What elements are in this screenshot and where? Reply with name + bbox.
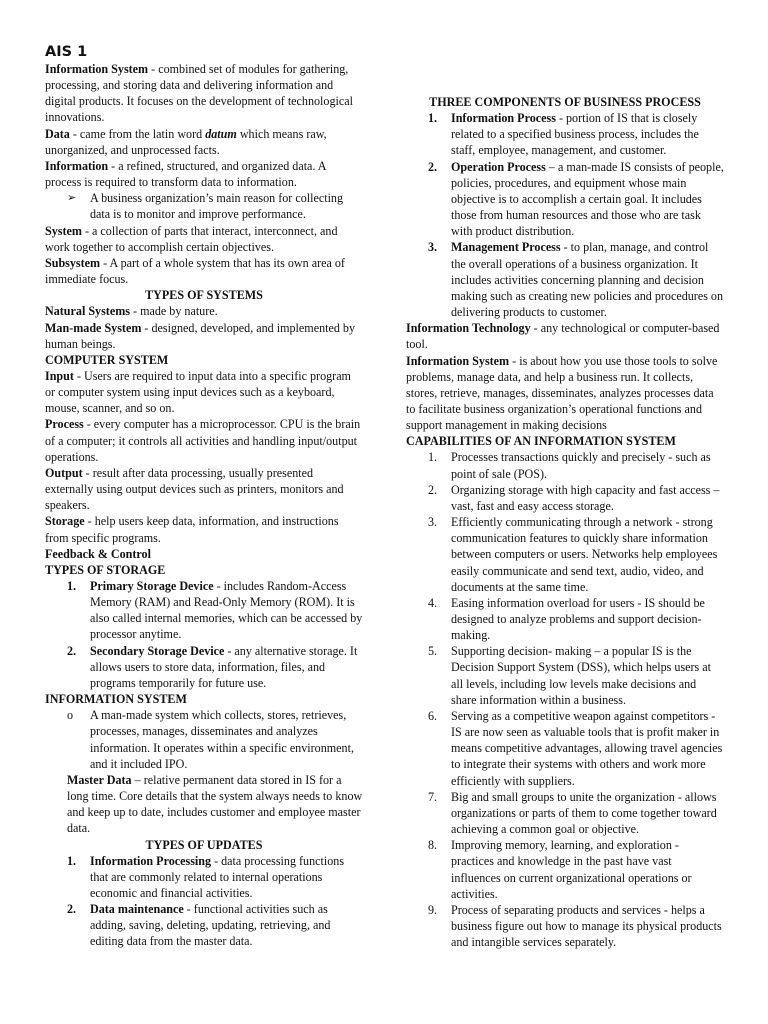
term: Information System: [406, 353, 510, 368]
list-item: [406, 595, 724, 643]
paragraph-man-made-system: [45, 320, 363, 352]
definition: - result after data processing, usually presented externally using output devices such as printers, monitors and speakers.: [45, 465, 344, 513]
heading-types-of-storage: TYPES OF STORAGE: [45, 562, 166, 577]
definition: - every computer has a microprocessor. CPU is the brain of a computer; it controls all activities and handling input/output operations.: [45, 417, 361, 464]
term: Man-made System: [45, 320, 142, 335]
definition: - came from the latin word: [69, 126, 206, 141]
list-number: 3.: [428, 515, 438, 530]
list-number: 7.: [428, 789, 438, 804]
list-item: [406, 482, 724, 514]
definition: - made by nature.: [130, 304, 218, 319]
term: Storage: [45, 514, 85, 529]
list-item: [45, 901, 363, 949]
list-number: 2.: [428, 482, 438, 497]
list-text: Big and small groups to unite the organization - allows organizations or parts of them to come together toward achieving a common goal or objective.: [451, 789, 717, 837]
list-item: [406, 789, 724, 837]
bullet-text: A man-made system which collects, stores, retrieves, processes, manages, disseminates and analyzes information. It operates within a specific environment, and it included IPO.: [90, 708, 354, 771]
definition: – a man-made IS consists of people, policies, procedures, and equipment whose main objective is to accomplish a certain goal. It includes those from human resources and those who are task with product distribution.: [451, 159, 724, 239]
document-title: AIS 1: [45, 44, 88, 60]
list-item: [406, 159, 724, 240]
list-item: [406, 239, 724, 320]
term: Output: [45, 465, 83, 480]
list-number: 6.: [428, 708, 438, 723]
bullet-text: A business organization’s main reason for collecting data is to monitor and improve performance.: [90, 191, 344, 222]
paragraph-information-system: [406, 353, 724, 434]
list-item: [45, 853, 363, 901]
list-item: [406, 110, 724, 158]
definition: - any alternative storage. It allows users to store data, information, files, and programs temporarily for future use.: [90, 643, 358, 690]
term: Primary Storage Device: [90, 579, 214, 593]
definition: - to plan, manage, and control the overall operations of a business organization. It includes activities concerning planning and decision making such as creating new policies and procedures on delivering products to customer.: [451, 240, 724, 320]
term: Subsystem: [45, 255, 101, 270]
list-item: [45, 643, 363, 691]
list-number: 1.: [67, 853, 77, 868]
definition: - portion of IS that is closely related to a specified business process, includes the staff, employee, management, and customer.: [451, 111, 699, 158]
list-text: Improving memory, learning, and exploration - practices and knowledge in the past have vast influences on current organizational operations or activities.: [451, 838, 692, 901]
paragraph-master-data: [45, 772, 363, 837]
list-number: 2.: [428, 159, 438, 174]
paragraph-storage: [45, 513, 363, 545]
definition: - help users keep data, information, and instructions from specific programs.: [45, 514, 339, 545]
paragraph-information-technology: [406, 320, 724, 352]
definition: - Users are required to input data into a specific program or computer system using input devices such as a keyboard, mouse, scanner, and so on.: [45, 368, 351, 416]
term: Secondary Storage Device: [90, 643, 225, 658]
paragraph-information-system: [45, 61, 363, 126]
term: Data: [45, 126, 70, 141]
emphasis-datum: datum: [205, 126, 237, 141]
list-item: [406, 708, 724, 789]
term: Management Process: [451, 240, 561, 255]
paragraph-process: [45, 416, 363, 464]
definition: - combined set of modules for gathering, processing, and storing data and delivering information and digital products. It focuses on the development of technological innovations.: [45, 62, 353, 125]
list-text: Processes transactions quickly and precisely - such as point of sale (POS).: [451, 450, 711, 481]
definition: - data processing functions that are commonly related to internal operations economic and financial activities.: [90, 853, 345, 900]
list-number: 2.: [67, 902, 77, 917]
list-item: [406, 449, 724, 481]
term: Input: [45, 368, 74, 383]
definition: - any technological or computer-based tool.: [406, 321, 720, 352]
list-text: Organizing storage with high capacity and fast access – vast, fast and easy access storage.: [451, 482, 720, 513]
list-number: 1.: [428, 111, 438, 126]
right-column: [406, 94, 724, 950]
list-number: 5.: [428, 644, 438, 659]
definition: which means raw, unorganized, and unprocessed facts.: [45, 126, 327, 157]
paragraph-subsystem: [45, 255, 363, 287]
definition: - designed, developed, and implemented by human beings.: [45, 320, 356, 351]
list-item: [45, 578, 363, 643]
term: Process: [45, 417, 84, 432]
list-number: 2.: [67, 643, 77, 658]
list-item: [406, 837, 724, 902]
definition: - includes Random-Access Memory (RAM) and Read-Only Memory (ROM). It is also called internal memories, which can be accessed by processor anytime.: [90, 579, 363, 642]
capabilities-list: [406, 449, 724, 950]
heading-types-of-updates: TYPES OF UPDATES: [145, 837, 263, 852]
term: Master Data: [67, 772, 132, 787]
definition: - is about how you use those tools to solve problems, manage data, and help a business run. It collects, stores, retrieve, manages, disseminates, analyzes processes data to facilitate business organization’s operational functions and support management in making decisions: [406, 353, 718, 433]
definition: - a refined, structured, and organized data. A process is required to transform data to information.: [45, 158, 326, 190]
term: Information Process: [451, 111, 556, 126]
list-number: 3.: [428, 240, 438, 255]
list-item: [45, 707, 363, 772]
definition: - functional activities such as adding, saving, deleting, updating, retrieving, and editing data from the master data.: [90, 902, 331, 949]
heading-feedback-control: Feedback & Control: [45, 546, 151, 561]
term: Data maintenance: [90, 902, 184, 917]
heading-types-of-systems: TYPES OF SYSTEMS: [145, 288, 263, 303]
list-text: Process of separating products and services - helps a business figure out how to manage its physical products and intangible services separately.: [451, 902, 722, 950]
term: Information Processing: [90, 853, 212, 868]
paragraph-output: [45, 465, 363, 513]
list-item: [45, 190, 363, 222]
arrow-bullet-icon: ➢: [67, 191, 77, 205]
heading-capabilities: CAPABILITIES OF AN INFORMATION SYSTEM: [406, 434, 676, 449]
list-number: 4.: [428, 595, 438, 610]
list-number: 9.: [428, 902, 438, 917]
heading-computer-system: COMPUTER SYSTEM: [45, 352, 169, 367]
paragraph-data: [45, 126, 363, 158]
circle-bullet-icon: o: [67, 708, 74, 723]
left-column: [45, 44, 363, 950]
term: Information: [45, 158, 109, 173]
list-text: Efficiently communicating through a network - strong communication features to quickly share information between computers or users. Networks help employees easily communicate and send text, audio, video, and documents at the same time.: [451, 515, 718, 594]
list-text: Supporting decision- making – a popular IS is the Decision Support System (DSS), which helps users at all levels, including low levels make decisions and share information within a business.: [451, 644, 711, 707]
list-text: Serving as a competitive weapon against competitors - IS are now seen as valuable tools that is profit maker in means competitive advantages, allowing travel agencies to integrate their systems with others and work more efficiently with suppliers.: [451, 708, 723, 788]
heading-information-system: INFORMATION SYSTEM: [45, 692, 187, 707]
paragraph-input: [45, 368, 363, 416]
definition: - a collection of parts that interact, interconnect, and work together to accomplish certain objectives.: [45, 223, 338, 254]
term: Information System: [45, 62, 149, 76]
paragraph-system: [45, 223, 363, 255]
list-number: 1.: [67, 579, 77, 593]
list-item: [406, 643, 724, 708]
paragraph-natural-systems: [45, 303, 363, 319]
list-number: 8.: [428, 838, 438, 853]
term: Natural Systems: [45, 304, 130, 319]
definition: – relative permanent data stored in IS for a long time. Core details that the system always needs to know and keep up to date, includes customer and employee master data.: [67, 772, 363, 836]
definition: - A part of a whole system that has its own area of immediate focus.: [45, 255, 345, 287]
term: Operation Process: [451, 159, 546, 174]
list-text: Easing information overload for users - IS should be designed to analyze problems and support decision-making.: [451, 595, 705, 643]
heading-three-components: THREE COMPONENTS OF BUSINESS PROCESS: [429, 95, 701, 109]
list-item: [406, 902, 724, 950]
term: System: [45, 223, 82, 238]
term: Information Technology: [406, 321, 531, 336]
list-item: [406, 514, 724, 595]
list-number: 1.: [428, 450, 438, 465]
paragraph-information: [45, 158, 363, 190]
